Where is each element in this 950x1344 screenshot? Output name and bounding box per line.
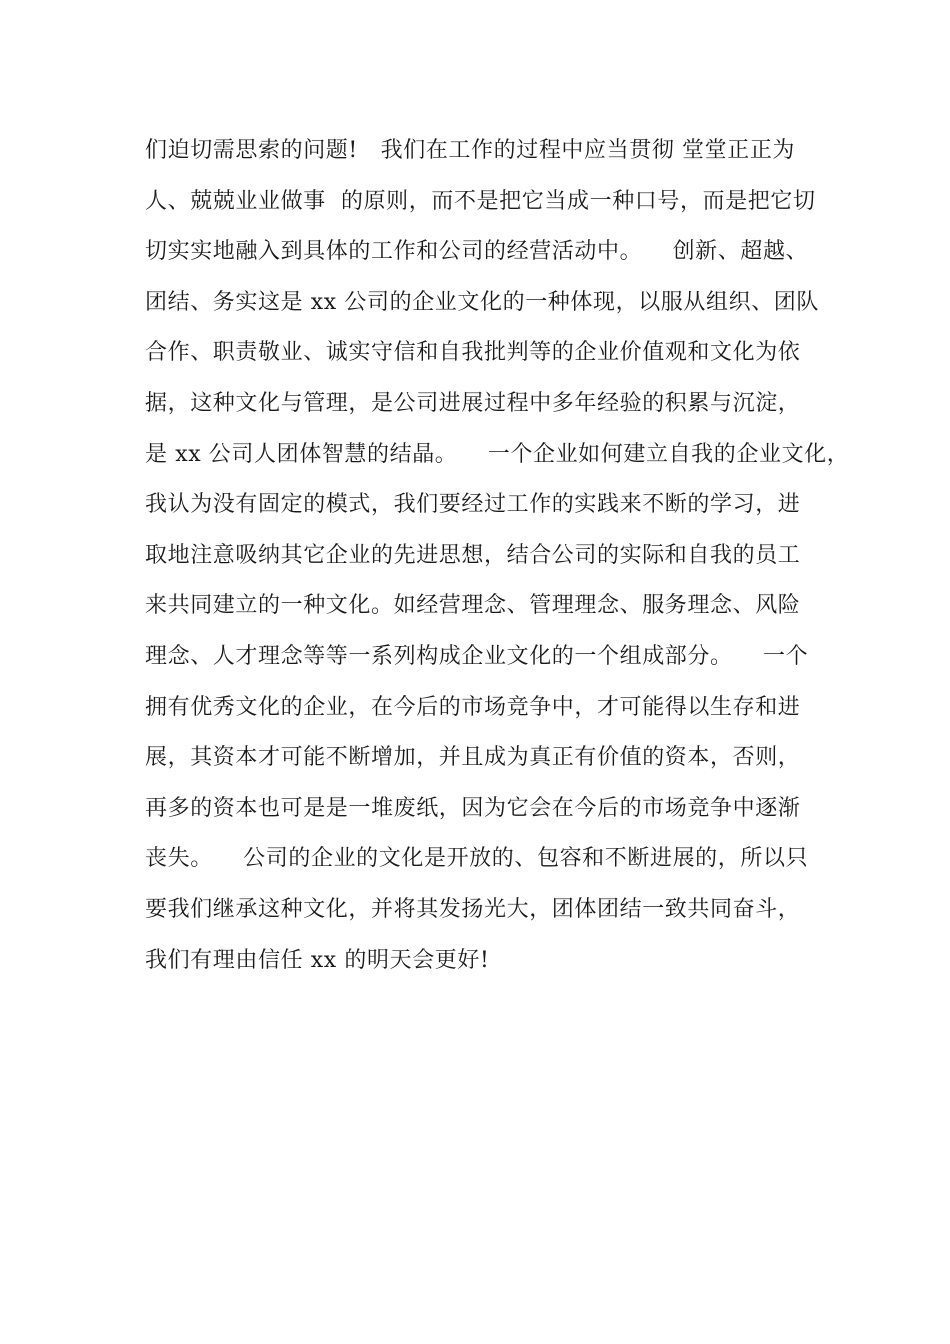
- text-line: 们迫切需思索的问题! 我们在工作的过程中应当贯彻 堂堂正正为: [145, 138, 796, 163]
- text-line: 取地注意吸纳其它企业的先进思想，结合公司的实际和自我的员工: [145, 542, 801, 568]
- text-line: 是 xx 公司人团体智慧的结晶。 一个企业如何建立自我的企业文化，: [145, 441, 850, 467]
- text-line: 团结、务实这是 xx 公司的企业文化的一种体现，以服从组织、团队: [145, 289, 820, 315]
- text-line: 人、兢兢业业做事 的原则，而不是把它当成一种口号，而是把它切: [145, 188, 816, 214]
- text-line: 合作、职责敬业、诚实守信和自我批判等的企业价值观和文化为依: [145, 340, 801, 366]
- text-line: 拥有优秀文化的企业，在今后的市场竞争中，才可能得以生存和进: [145, 694, 801, 720]
- text-line: 展，其资本才可能不断增加，并且成为真正有价值的资本，否则，: [145, 745, 801, 771]
- text-line: 要我们继承这种文化，并将其发扬光大，团体团结一致共同奋斗，: [145, 896, 801, 922]
- text-line: 据，这种文化与管理，是公司进展过程中多年经验的积累与沉淀，: [145, 390, 801, 416]
- text-line: 来共同建立的一种文化。如经营理念、管理理念、服务理念、风险: [145, 593, 801, 619]
- text-line: 切实实地融入到具体的工作和公司的经营活动中。 创新、超越、: [145, 239, 809, 265]
- text-line: 丧失。 公司的企业的文化是开放的、包容和不断进展的，所以只: [145, 846, 809, 872]
- body-text: [145, 126, 850, 986]
- text-line: 理念、人才理念等等一系列构成企业文化的一个组成部分。 一个: [145, 643, 809, 669]
- text-line: 我认为没有固定的模式，我们要经过工作的实践来不断的学习，进: [145, 492, 801, 518]
- text-line: 我们有理由信任 xx 的明天会更好!: [145, 947, 490, 973]
- text-line: 再多的资本也可是是一堆废纸，因为它会在今后的市场竞争中逐渐: [145, 795, 801, 821]
